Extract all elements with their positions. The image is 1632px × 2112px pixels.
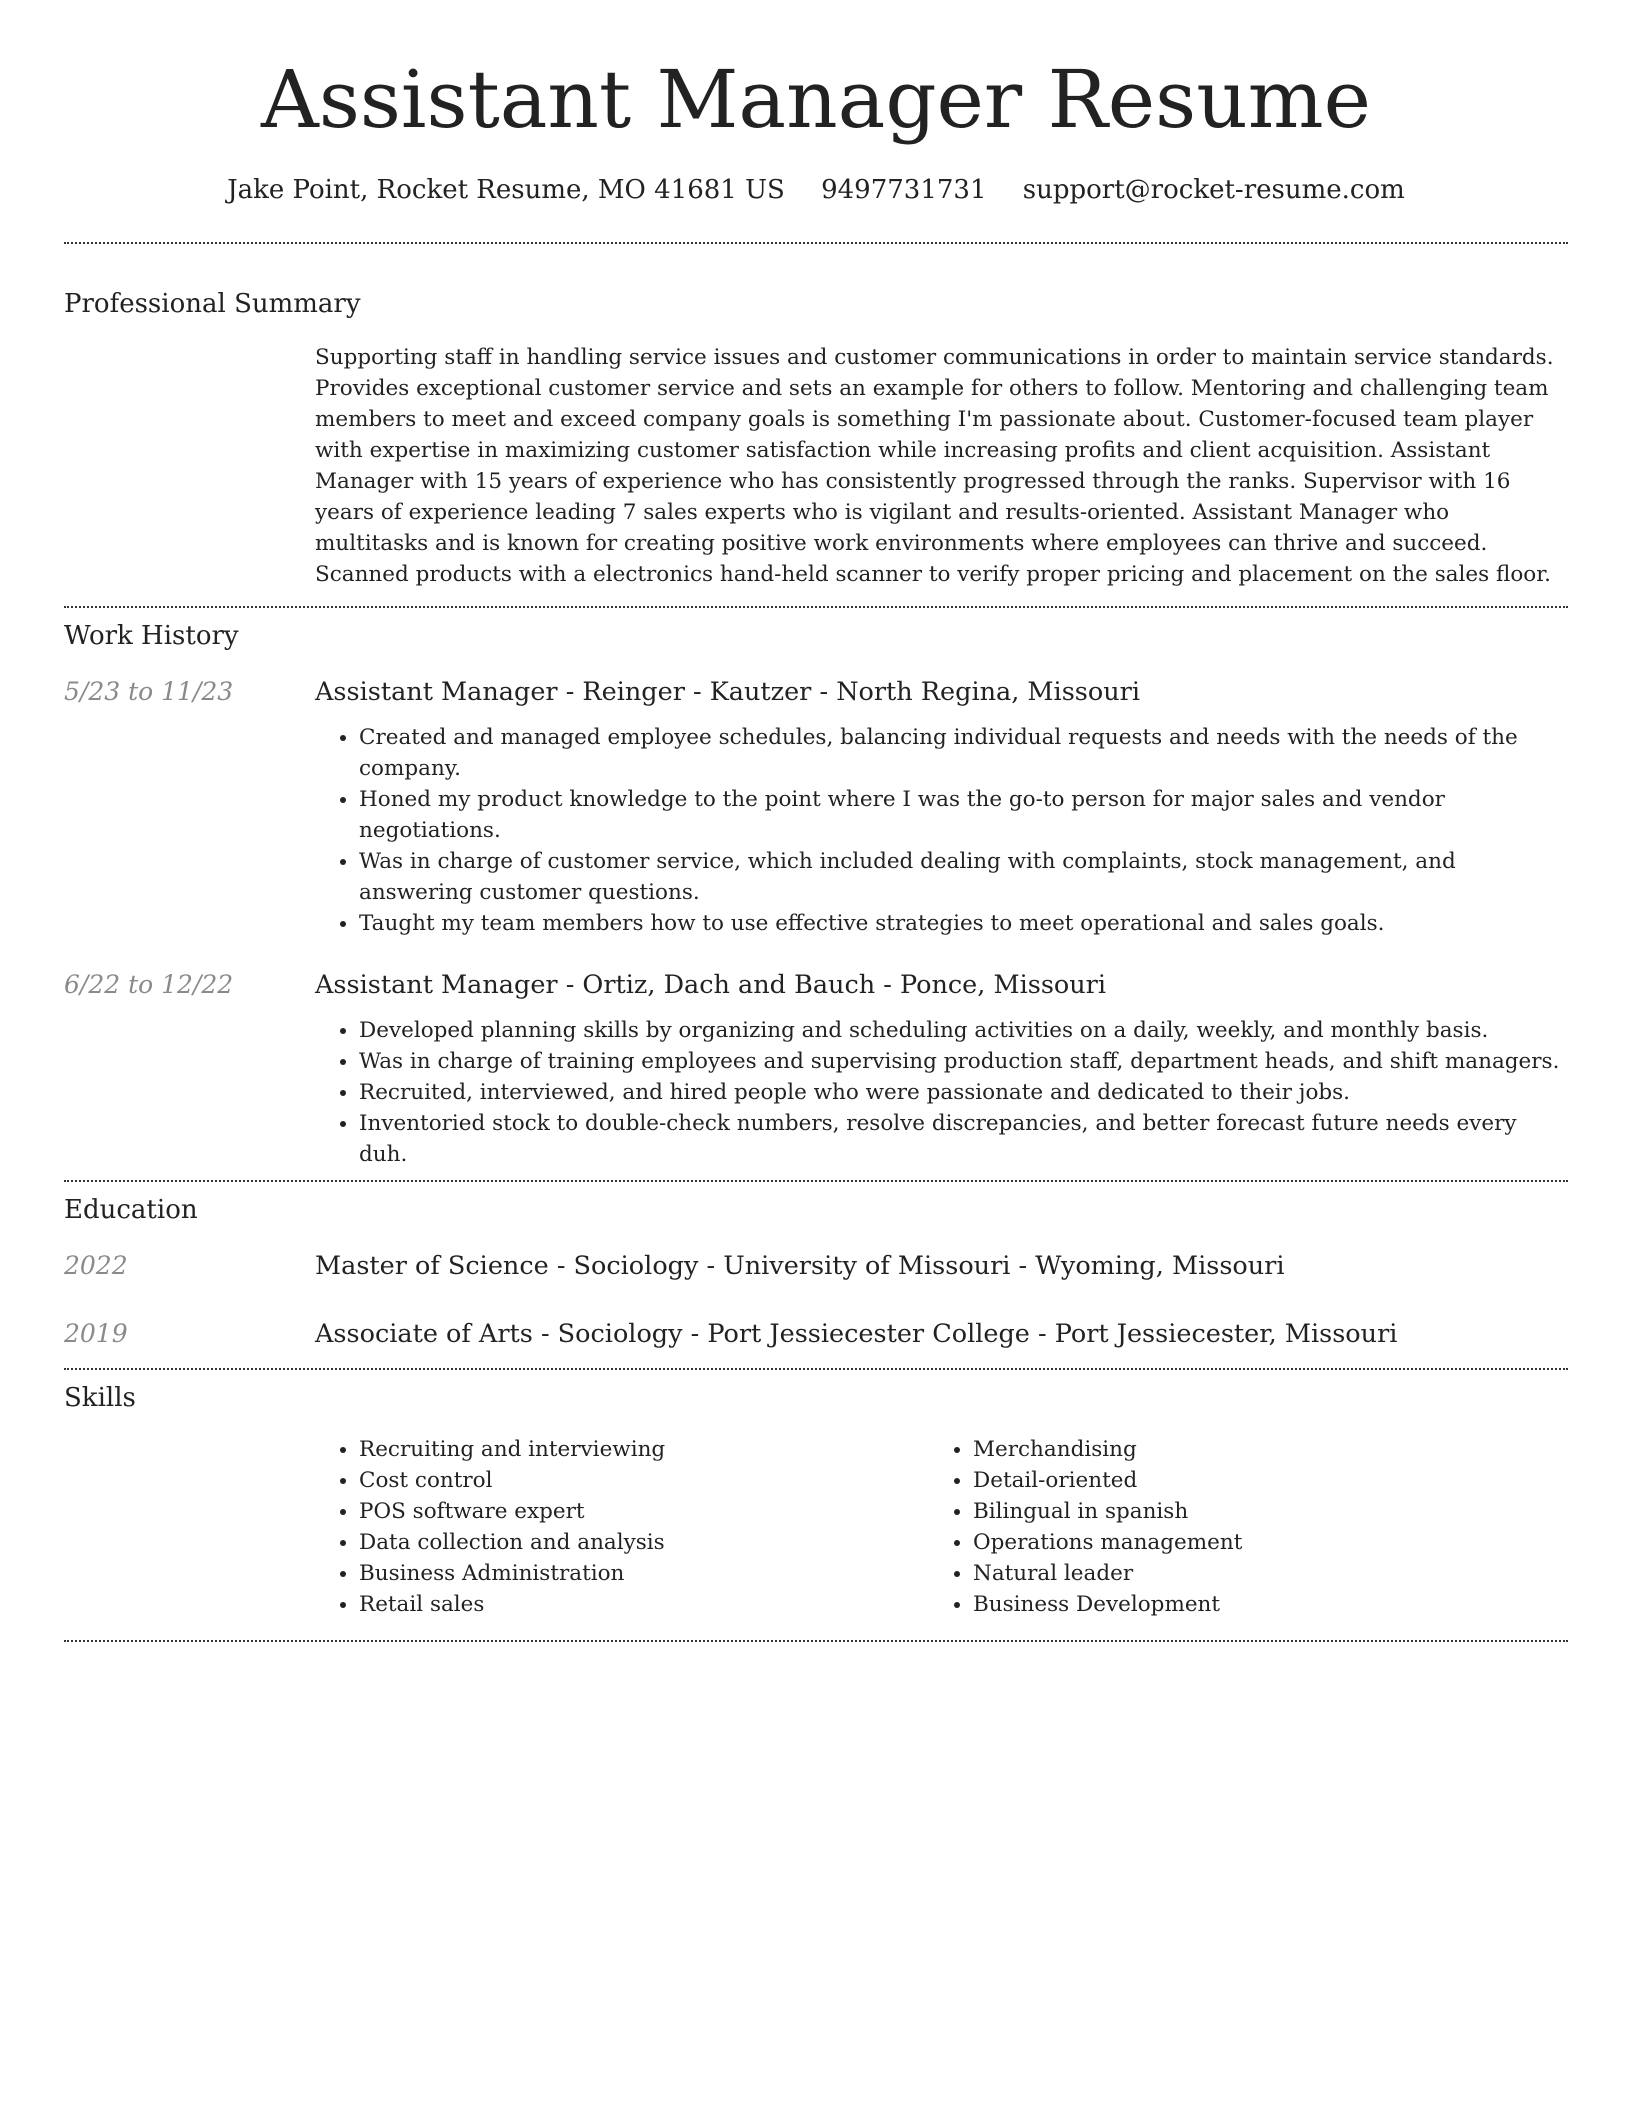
professional-summary-section — [64, 288, 1568, 590]
skill-item: • Detail-oriented — [973, 1465, 1543, 1496]
list-item: • Taught my team members how to use effective strategies to meet operational and sales goals. — [359, 908, 1568, 939]
section-divider — [64, 242, 1568, 244]
list-item: • Recruited, interviewed, and hired people who were passionate and dedicated to their jobs. — [359, 1077, 1568, 1108]
education-title: Associate of Arts - Sociology - Port Jessiecester College - Port Jessiecester, Missouri — [315, 1319, 1398, 1349]
education-date: 2019 — [64, 1319, 128, 1348]
education-title: Master of Science - Sociology - University of Missouri - Wyoming, Missouri — [315, 1251, 1285, 1281]
contact-address: Jake Point, Rocket Resume, MO 41681 US — [227, 175, 785, 205]
education-entry — [64, 1318, 1568, 1350]
skill-item: • Natural leader — [973, 1558, 1543, 1589]
skill-item: • Recruiting and interviewing — [359, 1434, 929, 1465]
skills-list-right — [929, 1434, 1543, 1620]
job-entry — [64, 676, 1568, 708]
list-item: • Inventoried stock to double-check numbers, resolve discrepancies, and better forecast future needs every duh. — [359, 1108, 1568, 1170]
skill-item: • POS software expert — [359, 1496, 929, 1527]
skills-section — [64, 1382, 1568, 1620]
work-history-section — [64, 620, 1568, 1170]
section-divider — [64, 1180, 1568, 1182]
contact-line — [64, 174, 1568, 206]
job-date: 5/23 to 11/23 — [64, 677, 234, 706]
contact-phone: 9497731731 — [821, 175, 987, 205]
resume-header — [64, 0, 1568, 206]
job-bullets — [315, 1015, 1568, 1170]
list-item: • Was in charge of customer service, which included dealing with complaints, stock management, and answering customer questions. — [359, 846, 1568, 908]
list-item: • Developed planning skills by organizing and scheduling activities on a daily, weekly, and monthly basis. — [359, 1015, 1568, 1046]
education-date: 2022 — [64, 1251, 128, 1280]
skill-item: • Merchandising — [973, 1434, 1543, 1465]
section-divider — [64, 606, 1568, 608]
list-item: • Honed my product knowledge to the point where I was the go-to person for major sales and vendor negotiations. — [359, 784, 1568, 846]
skill-item: • Business Administration — [359, 1558, 929, 1589]
skill-item: • Cost control — [359, 1465, 929, 1496]
section-title-work: Work History — [64, 621, 239, 651]
job-entry — [64, 969, 1568, 1001]
skills-list-left — [315, 1434, 929, 1620]
education-section — [64, 1194, 1568, 1350]
skill-item: • Business Development — [973, 1589, 1543, 1620]
job-title: Assistant Manager - Reinger - Kautzer - North Regina, Missouri — [315, 677, 1140, 707]
skills-columns — [315, 1434, 1568, 1620]
skill-item: • Operations management — [973, 1527, 1543, 1558]
section-title-skills: Skills — [64, 1383, 136, 1413]
skill-item: • Bilingual in spanish — [973, 1496, 1543, 1527]
contact-email: support@rocket-resume.com — [1022, 175, 1405, 205]
skill-item: • Retail sales — [359, 1589, 929, 1620]
section-title-education: Education — [64, 1195, 198, 1225]
job-title: Assistant Manager - Ortiz, Dach and Bauch - Ponce, Missouri — [315, 970, 1107, 1000]
job-date: 6/22 to 12/22 — [64, 970, 234, 999]
education-entry — [64, 1250, 1568, 1282]
section-title-summary: Professional Summary — [64, 289, 361, 319]
resume-title: Assistant Manager Resume — [261, 53, 1371, 146]
skill-item: • Data collection and analysis — [359, 1527, 929, 1558]
list-item: • Was in charge of training employees and supervising production staff, department heads, and shift managers. — [359, 1046, 1568, 1077]
list-item: • Created and managed employee schedules, balancing individual requests and needs with the needs of the company. — [359, 722, 1568, 784]
section-divider — [64, 1640, 1568, 1642]
section-divider — [64, 1368, 1568, 1370]
summary-text: Supporting staff in handling service issues and customer communications in order to maintain service standards. Provides exceptional customer service and sets an example for others to follow. Mentoring and challenging team members to meet and exceed company goals is something I'm passionate about. Customer-focused team player with expertise in maximizing customer satisfaction while increasing profits and client acquisition. Assistant Manager with 15 years of experience who has consistently progressed through the ranks. Supervisor with 16 years of experience leading 7 sales experts who is vigilant and results-oriented. Assistant Manager who multitasks and is known for creating positive work environments where employees can thrive and succeed. Scanned products with a electronics hand-held scanner to verify proper pricing and placement on the sales floor. — [315, 345, 1554, 587]
job-bullets — [315, 722, 1568, 939]
